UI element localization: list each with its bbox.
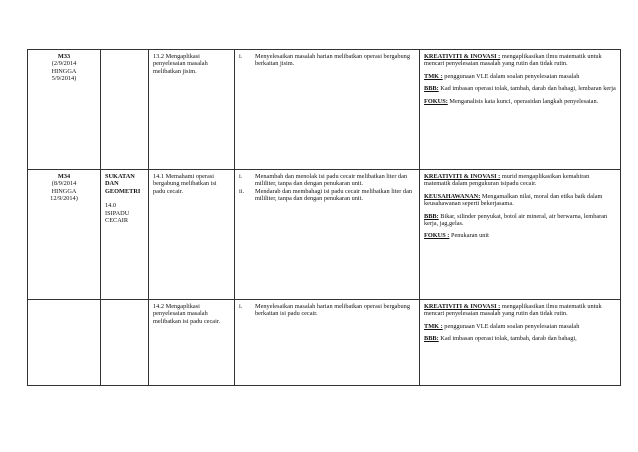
objectives-cell [235, 170, 420, 300]
objective-number: ii. [239, 187, 245, 195]
week-date-to: 5/9/2014) [51, 75, 77, 83]
objective-list [239, 303, 415, 318]
topic-title: SUKATAN DAN GEOMETRI [105, 173, 141, 195]
note-creativity: KREATIVITI & INOVASI : mengaplikasikan ilmu matematik untuk mencari penyelesaian masalah yang rutin dan tidak rutin. [424, 53, 602, 68]
week-date-from: (8/9/2014 [51, 180, 77, 188]
objective-text: Menyelesaikan masalah harian melibatkan operasi bergabung berkaitan jisim. [255, 53, 410, 68]
objective-text: Menyelesaikan masalah harian melibatkan operasi bergabung berkaitan isi padu cecair. [255, 303, 410, 318]
content-standard: 14.2 Mengaplikasi penyelesaian masalah melibatkan isi padu cecair. [153, 303, 221, 325]
objective-number: i. [239, 53, 243, 60]
week-cell [28, 300, 101, 386]
objective-number: i. [239, 173, 243, 180]
list-item [239, 53, 415, 68]
week-date-label: HINGGA [51, 187, 77, 195]
list-item [239, 173, 415, 188]
week-date-from: (2/9/2014 [51, 60, 77, 68]
note-creativity: KREATIVITI & INOVASI : murid mengaplikasikan kemahiran matematik dalam pengukuran isipadu cecair. [424, 173, 590, 188]
list-item [239, 188, 415, 203]
topic-number: 14.0 [105, 202, 117, 210]
week-cell [28, 170, 101, 300]
table-row [28, 50, 621, 170]
standard-cell [149, 170, 235, 300]
note-bbb: BBB: Kad imbasan operasi tolak, tambah, darab dan bahagi, [424, 335, 577, 343]
week-date-to: 12/9/2014) [50, 195, 78, 203]
table-row [28, 300, 621, 386]
topic-cell [101, 300, 149, 386]
week-code: M34 [57, 173, 71, 180]
objective-list [239, 173, 415, 203]
note-bbb: BBB: Kad imbasan operasi tolak, tambah, darab dan bahagi, lembaran kerja [424, 85, 616, 93]
objective-text: Menambah dan menolak isi padu cecair melibatkan liter dan mililiter, tanpa dan dengan penukaran unit. [255, 173, 408, 188]
week-code: M33 [57, 53, 71, 60]
note-creativity: KREATIVITI & INOVASI : mengaplikasikan ilmu matematik untuk mencari penyelesaian masalah yang rutin dan tidak rutin. [424, 303, 602, 318]
note-tmk: TMK : penggunaan VLE dalam soalan penyelesaian masalah [424, 322, 580, 330]
objectives-cell [235, 300, 420, 386]
notes-cell [420, 170, 621, 300]
week-cell [28, 50, 101, 170]
table-row [28, 170, 621, 300]
note-bbb: BBB: Bikar, silinder penyukat, botol air mineral, air berwarna, lembaran kerja, jag,gelas. [424, 212, 608, 228]
content-standard: 13.2 Mengaplikasi penyelesaian masalah melibatkan jisim. [153, 53, 208, 75]
note-tmk: TMK : penggunaan VLE dalam soalan penyelesaian masalah [424, 72, 580, 80]
note-entrepreneurship: KEUSAHAWANAN: Mengamalkan nilai, moral dan etika baik dalam keusahawanan seperti bekerjasama. [424, 192, 603, 208]
objective-list [239, 53, 415, 68]
topic-cell [101, 50, 149, 170]
topic-cell [101, 170, 149, 300]
list-item [239, 303, 415, 318]
standard-cell [149, 50, 235, 170]
objective-number: i. [239, 303, 243, 310]
notes-cell [420, 50, 621, 170]
lesson-plan-table [27, 49, 621, 386]
notes-cell [420, 300, 621, 386]
note-focus: FOKUS: Menganalisis kata kunci, operasidan langkah penyelesaian. [424, 97, 599, 105]
note-focus: FOKUS : Penukaran unit [424, 232, 489, 240]
content-standard: 14.1 Memahami operasi bergabung melibatkan isi padu cecair. [153, 173, 217, 195]
week-date-label: HINGGA [51, 67, 77, 75]
standard-cell [149, 300, 235, 386]
objective-text: Mendarab dan membahagi isi padu cecair melibatkan liter dan mililiter, tanpa dan dengan penukaran unit. [255, 187, 413, 203]
topic-name: ISIPADU CECAIR [105, 209, 130, 225]
objectives-cell [235, 50, 420, 170]
